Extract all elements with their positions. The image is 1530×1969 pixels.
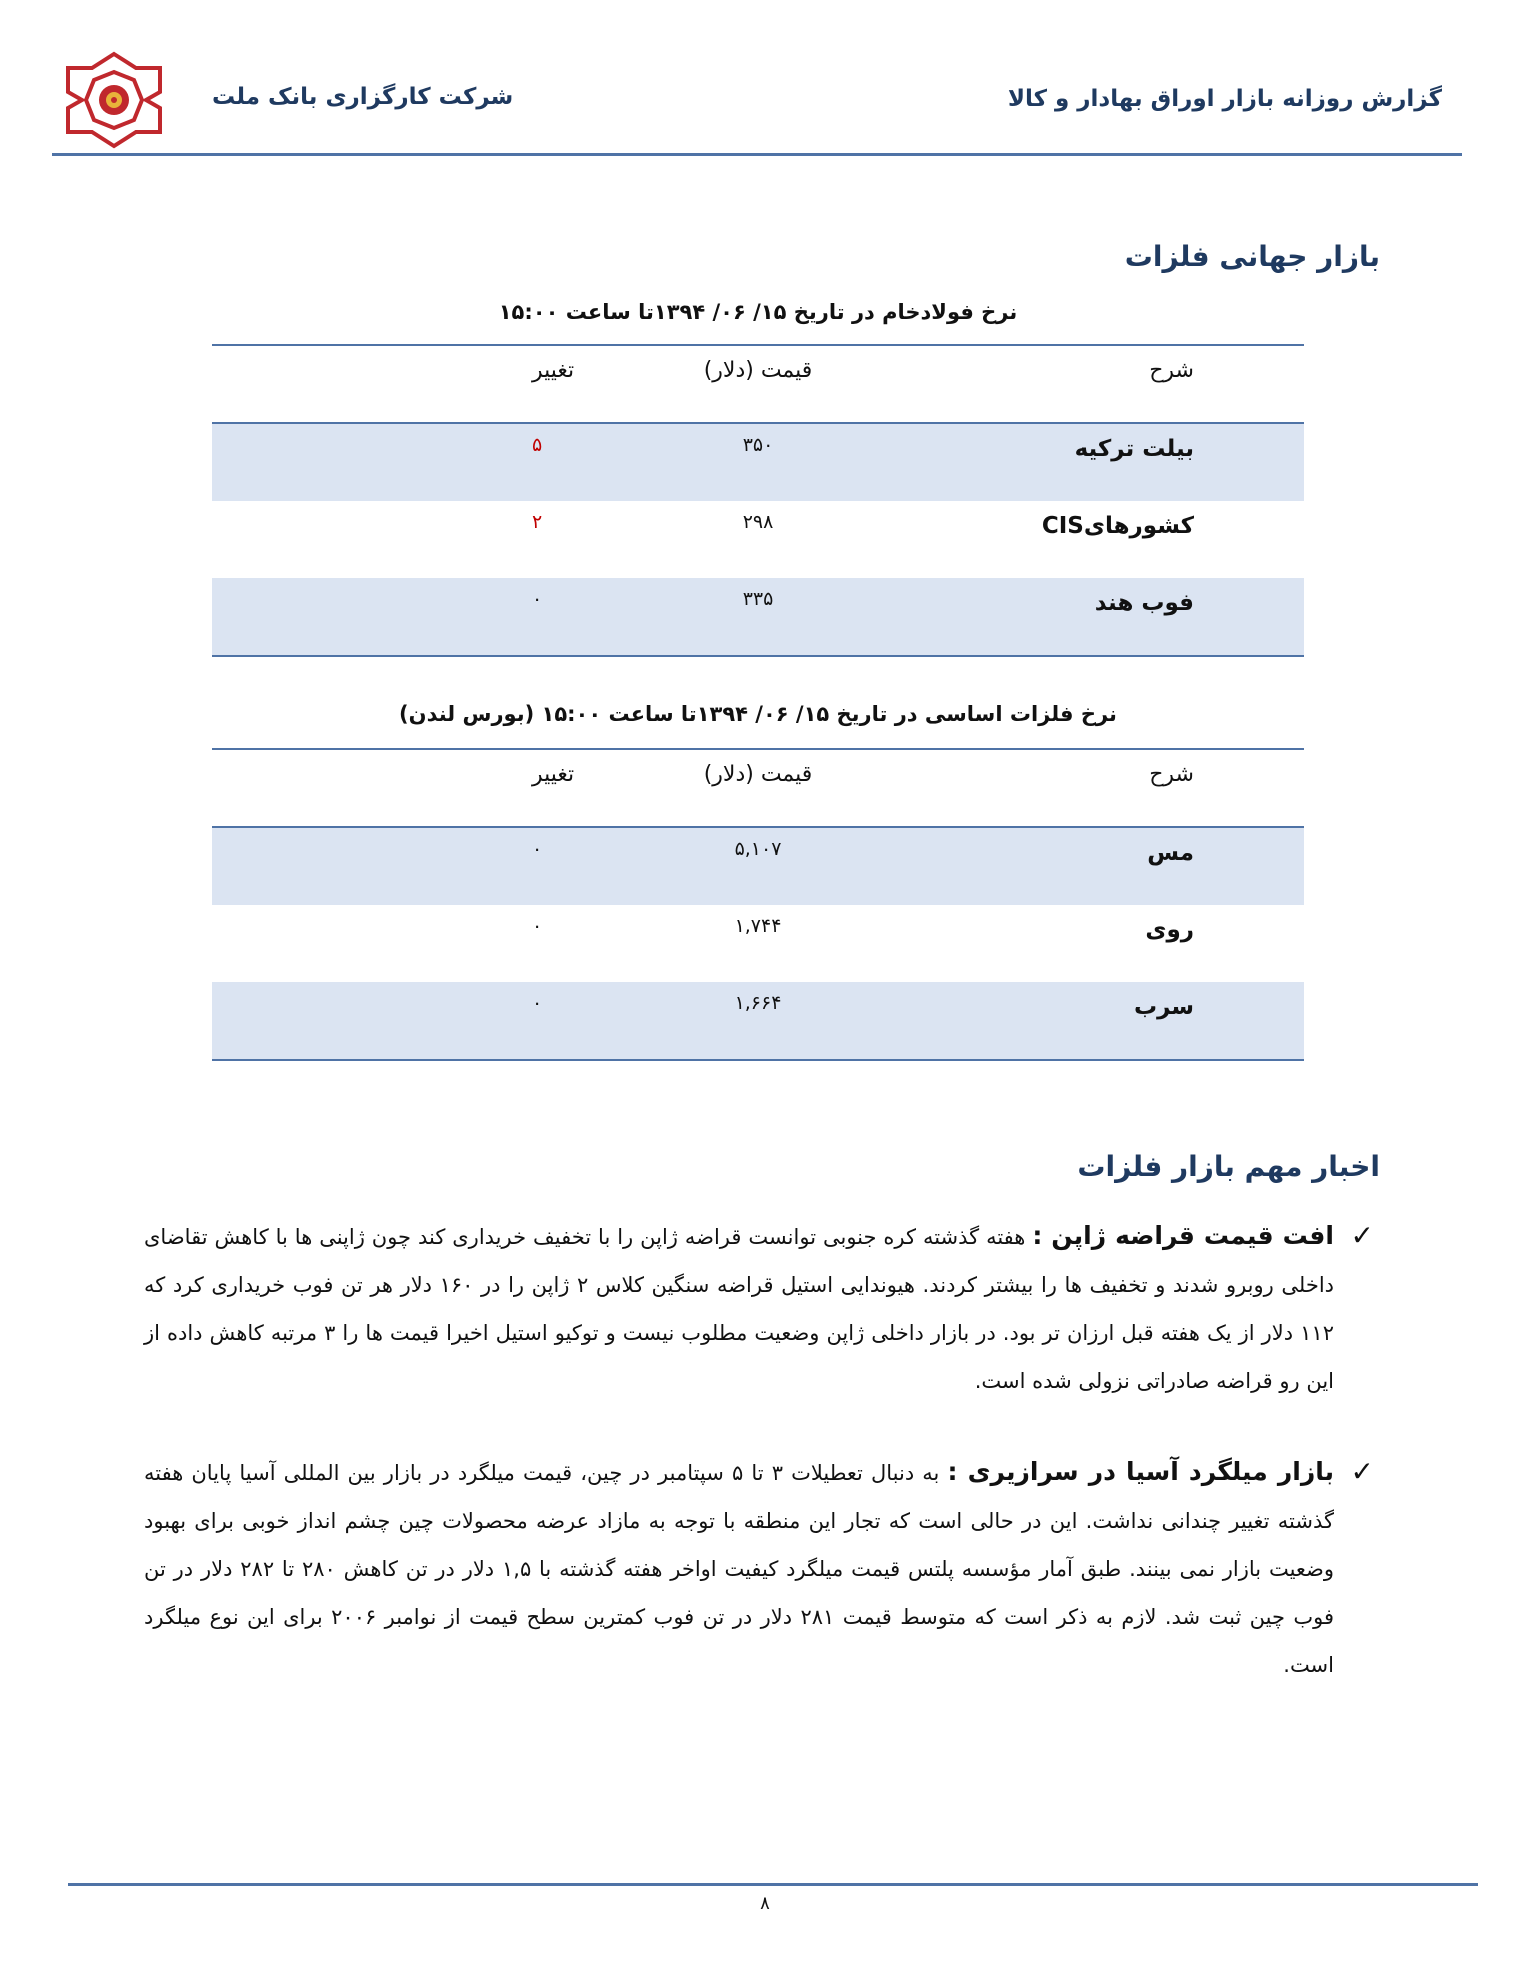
row-change: ۵ — [532, 434, 543, 456]
table-row — [212, 905, 1304, 982]
news-title: بازار میلگرد آسیا در سرازیری : — [947, 1457, 1334, 1486]
header-divider — [52, 153, 1462, 156]
company-logo — [64, 50, 164, 150]
row-price: ۲۹۸ — [742, 511, 774, 533]
row-price: ۵,۱۰۷ — [734, 838, 782, 860]
table-header-row — [212, 346, 1304, 424]
header-change: تغییر — [532, 762, 575, 787]
row-change: ۰ — [532, 992, 543, 1014]
news-item — [144, 1448, 1374, 1689]
row-price: ۱,۷۴۴ — [734, 915, 782, 937]
row-price: ۳۳۵ — [742, 588, 774, 610]
row-desc: سرب — [1133, 994, 1194, 1020]
row-change: ۰ — [532, 838, 543, 860]
row-desc: مس — [1147, 840, 1194, 866]
table-row — [212, 501, 1304, 578]
steel-table-caption: نرخ فولادخام در تاریخ ۱۵/ ۰۶/ ۱۳۹۴تا ساعت ۱۵:۰۰ — [498, 300, 1018, 324]
checkmark-icon: ✓ — [1350, 1455, 1374, 1488]
report-title: گزارش روزانه بازار اوراق بهادار و کالا — [1007, 86, 1442, 112]
base-metals-table-caption: نرخ فلزات اساسی در تاریخ ۱۵/ ۰۶/ ۱۳۹۴تا ساعت ۱۵:۰۰ (بورس لندن) — [399, 702, 1117, 726]
table-row — [212, 982, 1304, 1059]
header-change: تغییر — [532, 358, 575, 383]
checkmark-icon: ✓ — [1350, 1219, 1374, 1252]
row-desc: بیلت ترکیه — [1074, 436, 1194, 462]
row-change: ۰ — [532, 915, 543, 937]
news-body: به دنبال تعطیلات ۳ تا ۵ سپتامبر در چین، قیمت میلگرد در بازار بین المللی آسیا پایان هفته گذشته تغییر چندانی نداشت. این در حالی است که تجار این منطقه با توجه به مازاد عرضه محصولات چین چشم انداز خوبی برای بهبود وضعیت بازار نمی بینند. طبق آمار مؤسسه پلتس قیمت میلگرد کیفیت اواخر هفته گذشته با ۱,۵ دلار در تن کاهش ۲۸۰ تا ۲۸۲ دلار در تن فوب چین ثبت شد. لازم به ذکر است که متوسط قیمت ۲۸۱ دلار در تن فوب کمترین سطح قیمت از نوامبر ۲۰۰۶ برای این نوع میلگرد است. — [144, 1461, 1335, 1677]
row-desc: کشورهایCIS — [1041, 513, 1194, 539]
row-desc: فوب هند — [1094, 590, 1194, 616]
row-desc: روی — [1145, 917, 1194, 943]
section-heading-metals: بازار جهانی فلزات — [1124, 240, 1380, 273]
header-price: قیمت (دلار) — [703, 358, 813, 383]
header-price: قیمت (دلار) — [703, 762, 813, 787]
table-row — [212, 578, 1304, 655]
news-title: افت قیمت قراضه ژاپن : — [1032, 1221, 1334, 1250]
row-price: ۳۵۰ — [742, 434, 774, 456]
steel-price-table — [212, 344, 1304, 657]
table-row — [212, 424, 1304, 501]
row-change: ۰ — [532, 588, 543, 610]
base-metals-price-table — [212, 748, 1304, 1061]
footer-divider — [68, 1883, 1478, 1886]
header-desc: شرح — [1149, 762, 1194, 787]
news-item — [144, 1212, 1374, 1405]
row-change: ۲ — [532, 511, 543, 533]
table-header-row — [212, 750, 1304, 828]
row-price: ۱,۶۶۴ — [734, 992, 782, 1014]
news-body: هفته گذشته کره جنوبی توانست قراضه ژاپن را با تخفیف خریداری کند چون ژاپنی ها با کاهش تقاضای داخلی روبرو شدند و تخفیف ها را بیشتر کردند. هیوندایی استیل قراضه سنگین کلاس ۲ ژاپن را در ۱۶۰ دلار هر تن فوب خریداری کرد که ۱۱۲ دلار از یک هفته قبل ارزان تر بود. در بازار داخلی ژاپن وضعیت مطلوب نیست و توکیو استیل اخیرا قیمت ها را ۳ مرتبه کاهش داده از این رو قراضه صادراتی نزولی شده است. — [144, 1225, 1334, 1393]
company-name: شرکت کارگزاری بانک ملت — [212, 84, 514, 110]
section-heading-news: اخبار مهم بازار فلزات — [1077, 1150, 1380, 1183]
page-number: ۸ — [760, 1893, 770, 1914]
table-row — [212, 828, 1304, 905]
header-desc: شرح — [1149, 358, 1194, 383]
